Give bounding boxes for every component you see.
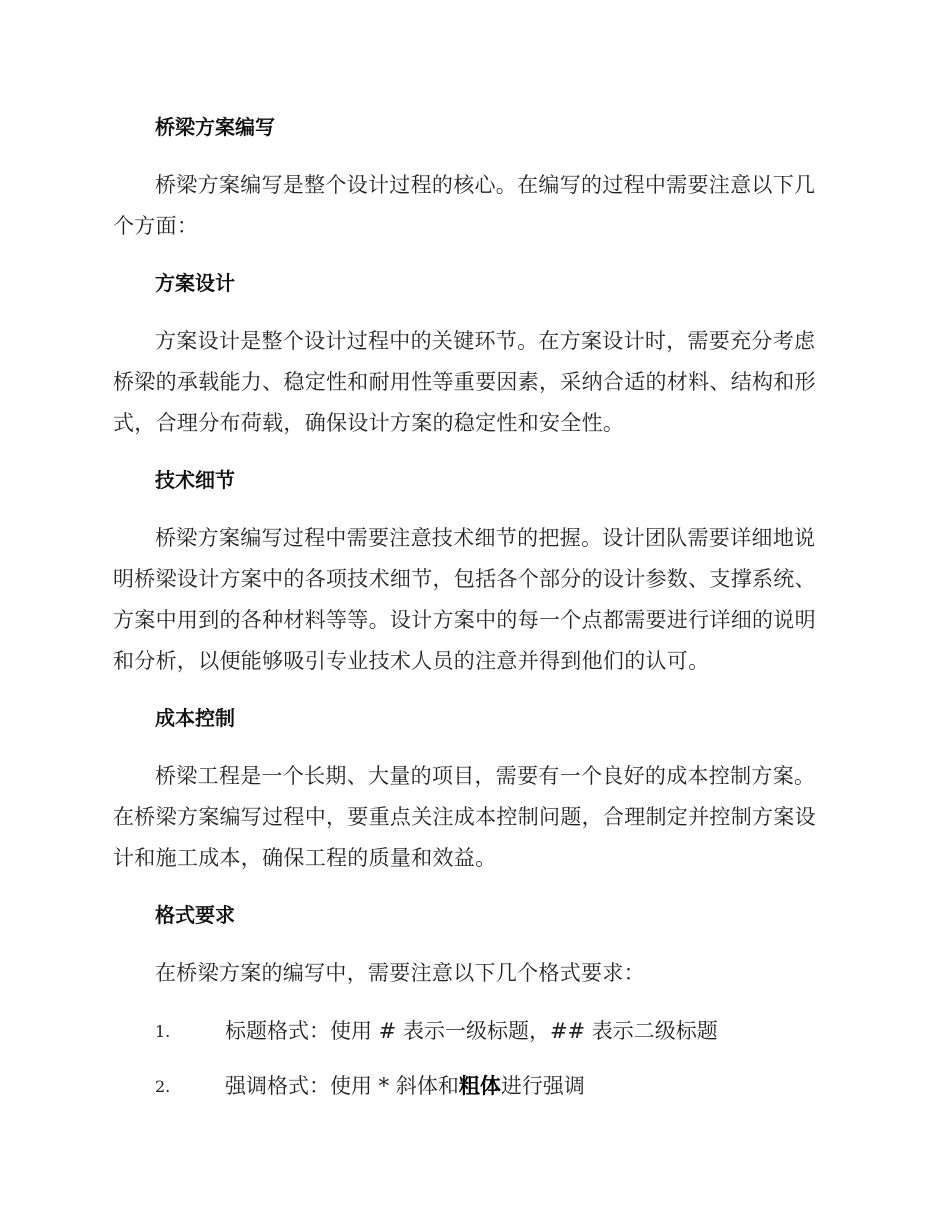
bold-emphasis-text: 粗体 (458, 1074, 501, 1098)
list-item-text-after: 进行强调 (500, 1074, 585, 1098)
paragraph-cost-control: 桥梁工程是一个长期、大量的项目，需要有一个良好的成本控制方案。在桥梁方案编写过程中，要重点关注成本控制问题，合理制定并控制方案设计和施工成本，确保工程的质量和效益。 (113, 764, 816, 870)
document-body (113, 108, 833, 1121)
list-item-number: 2. (155, 1077, 171, 1096)
list-item-number: 1. (155, 1022, 171, 1041)
section-heading-cost-control: 成本控制 (155, 706, 235, 730)
paragraph-plan-design: 方案设计是整个设计过程中的关键环节。在方案设计时，需要充分考虑桥梁的承载能力、稳定性和耐用性等重要因素，采纳合适的材料、结构和形式，合理分布荷载，确保设计方案的稳定性和安全性。 (113, 329, 816, 435)
list-item-text-before: 强调格式：使用 * 斜体和 (225, 1074, 459, 1098)
list-item-text: 标题格式：使用 # 表示一级标题，## 表示二级标题 (225, 1019, 718, 1043)
section-heading-bridge-plan-writing: 桥梁方案编写 (155, 115, 275, 139)
list-item (113, 1066, 833, 1107)
section-heading-technical-details: 技术细节 (155, 468, 235, 492)
paragraph-technical-details: 桥梁方案编写过程中需要注意技术细节的把握。设计团队需要详细地说明桥梁设计方案中的各项技术细节，包括各个部分的设计参数、支撑系统、方案中用到的各种材料等等。设计方案中的每一个点都需要进行详细的说明和分析，以便能够吸引专业技术人员的注意并得到他们的认可。 (113, 526, 816, 673)
paragraph-format-requirements: 在桥梁方案的编写中，需要注意以下几个格式要求： (155, 961, 645, 985)
section-heading-plan-design: 方案设计 (155, 271, 235, 295)
list-item (113, 1011, 833, 1052)
paragraph-intro: 桥梁方案编写是整个设计过程的核心。在编写的过程中需要注意以下几个方面： (113, 173, 816, 238)
section-heading-format-requirements: 格式要求 (155, 903, 235, 927)
list-item-text (225, 1066, 585, 1107)
